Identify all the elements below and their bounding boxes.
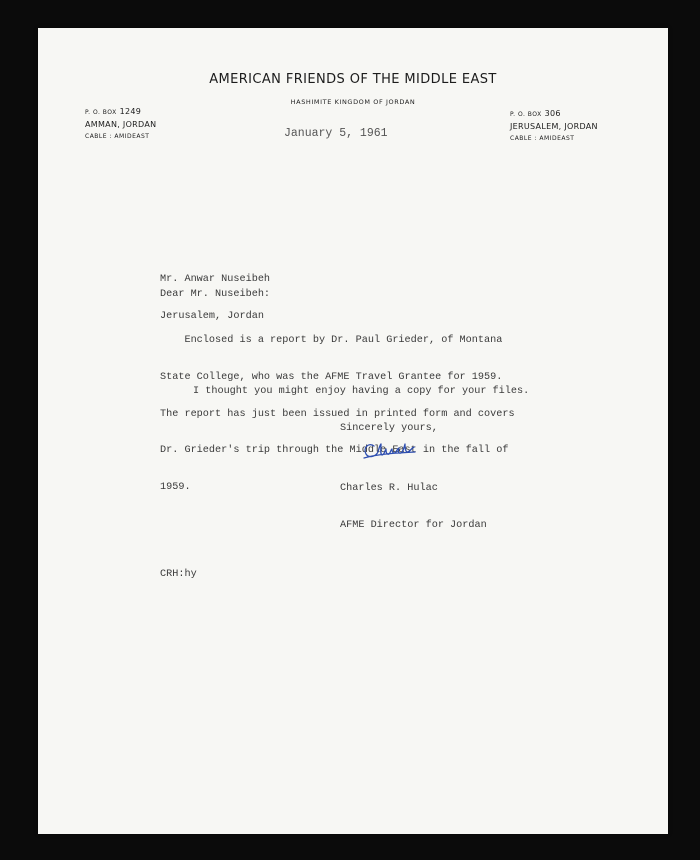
recipient-location: Jerusalem, Jordan [160, 311, 264, 323]
paragraph-line: The report has just been issued in printed form and covers [160, 408, 515, 420]
letter-date: January 5, 1961 [284, 127, 388, 140]
left-box-number: 1249 [119, 107, 142, 116]
paragraph-line: Enclosed is a report by Dr. Paul Grieder, of Montana [160, 335, 503, 347]
recipient-name: Mr. Anwar Nuseibeh [160, 274, 271, 286]
typist-initials: CRH:hy [160, 569, 197, 580]
salutation: Dear Mr. Nuseibeh: [160, 289, 271, 300]
left-cable-label: CABLE : [85, 133, 112, 140]
right-box-label: P. O. BOX [510, 111, 542, 118]
signer-name: Charles R. Hulac [340, 483, 438, 495]
letterhead-title: AMERICAN FRIENDS OF THE MIDDLE EAST [209, 72, 497, 87]
closing: Sincerely yours, [340, 423, 438, 434]
letter-page [38, 28, 668, 834]
letterhead-subtitle: HASHIMITE KINGDOM OF JORDAN [290, 98, 416, 106]
paragraph-line: 1959. [160, 481, 191, 493]
signer-title: AFME Director for Jordan [340, 520, 487, 532]
right-box-number: 306 [544, 109, 561, 118]
left-box-label: P. O. BOX [85, 109, 117, 116]
body-paragraph-2: I thought you might enjoy having a copy for your files. [193, 386, 530, 397]
right-po-box [510, 108, 598, 121]
paragraph-line: Dr. Grieder's trip through the Middle East in the fall of [160, 445, 509, 457]
right-office-address [510, 108, 598, 145]
left-office-address [85, 106, 156, 143]
right-cable-value: AMIDEAST [539, 135, 575, 142]
signer-block [340, 459, 487, 557]
right-cable [510, 133, 598, 145]
left-po-box [85, 106, 156, 119]
right-city: JERUSALEM, JORDAN [510, 122, 598, 131]
left-cable-value: AMIDEAST [114, 133, 150, 140]
paragraph-line: State College, who was the AFME Travel Grantee for 1959. [160, 372, 503, 384]
left-city: AMMAN, JORDAN [85, 120, 157, 129]
left-cable [85, 131, 156, 143]
right-cable-label: CABLE : [510, 135, 537, 142]
